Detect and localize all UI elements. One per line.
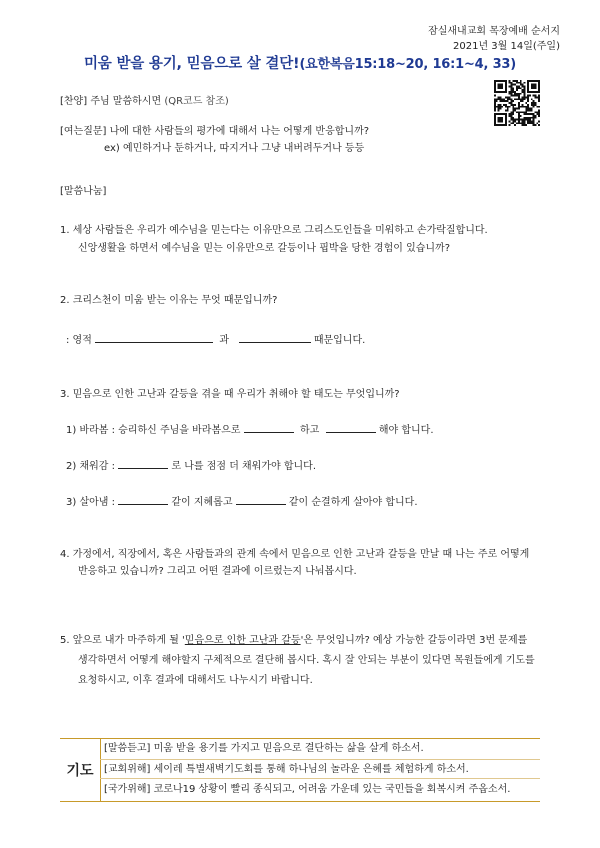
question-4-line2: 반응하고 있습니까? 그리고 어떤 결과에 이르렀는지 나눠봅시다. bbox=[78, 566, 357, 577]
title-main: 미움 받을 용기, 믿음으로 살 결단! bbox=[83, 56, 300, 72]
prayer-label: 기도 bbox=[60, 739, 101, 801]
question-2-answer bbox=[66, 331, 365, 349]
q3-answer-2 bbox=[66, 457, 316, 475]
page-title bbox=[0, 52, 600, 73]
q3-a1-blank-1[interactable] bbox=[244, 421, 294, 433]
qr-code-icon[interactable] bbox=[494, 80, 540, 126]
q5-suffix: '은 무엇입니까? 예상 가능한 갈등이라면 3번 문제를 bbox=[300, 635, 528, 646]
header-date: 2021년 3월 14일(주일) bbox=[453, 41, 560, 52]
q3-a2-blank[interactable] bbox=[118, 457, 168, 469]
q3-a2-prefix: 2) 채워감 : bbox=[66, 461, 115, 472]
q3-a1-suffix: 해야 합니다. bbox=[378, 425, 434, 436]
q3-a3-prefix: 3) 살아냄 : bbox=[66, 497, 115, 508]
header-org: 잠실새내교회 목장예배 순서지 bbox=[428, 26, 560, 37]
praise-tag: [찬양] bbox=[60, 96, 88, 107]
q5-prefix: 5. 앞으로 내가 마주하게 될 ' bbox=[60, 635, 185, 646]
q3-a1-mid: 하고 bbox=[299, 425, 320, 436]
sharing-tag: [말씀나눔] bbox=[60, 186, 107, 197]
question-5-line2: 생각하면서 어떻게 해야할지 구체적으로 결단해 봅시다. 혹시 잘 안되는 부분이 있다면 목원들에게 기도를 bbox=[78, 655, 535, 666]
q3-a1-prefix: 1) 바라봄 : 승리하신 주님을 바라봄으로 bbox=[66, 425, 241, 436]
question-5-line3: 요청하시고, 이후 결과에 대해서도 나누시기 바랍니다. bbox=[78, 675, 313, 686]
opening-text: 나에 대한 사람들의 평가에 대해서 나는 어떻게 반응합니까? bbox=[109, 126, 370, 137]
praise-line bbox=[60, 94, 229, 109]
q2-suffix: 때문입니다. bbox=[313, 335, 366, 346]
q3-a2-suffix: 로 나를 점점 더 채워가야 합니다. bbox=[171, 461, 317, 472]
q2-mid: 과 bbox=[219, 335, 230, 346]
question-3: 3. 믿음으로 인한 고난과 갈등을 겪을 때 우리가 취해야 할 태도는 무엇입니까? bbox=[60, 389, 400, 400]
question-4-line1: 4. 가정에서, 직장에서, 혹은 사람들과의 관계 속에서 믿음으로 인한 고난과 갈등을 만날 때 나는 주로 어떻게 bbox=[60, 549, 530, 560]
prayer-item-church: [교회위해] 세이레 특별새벽기도회를 통해 하나님의 놀라운 은혜를 체험하게 하소서. bbox=[100, 759, 540, 779]
q2-blank-2[interactable] bbox=[239, 331, 311, 343]
q3-a1-blank-2[interactable] bbox=[326, 421, 376, 433]
q5-underlined: 믿음으로 인한 고난과 갈등 bbox=[184, 635, 301, 646]
q3-a3-mid: 같이 지혜롭고 bbox=[171, 497, 233, 508]
opening-question bbox=[60, 124, 369, 139]
q2-blank-1[interactable] bbox=[95, 331, 213, 343]
question-2: 2. 크리스천이 미움 받는 이유는 무엇 때문입니까? bbox=[60, 295, 278, 306]
opening-example: ex) 예민하거나 둔하거나, 따지거나 그냥 내버려두거나 등등 bbox=[104, 143, 365, 154]
question-1-line2: 신앙생활을 하면서 예수님을 믿는 이유만으로 갈등이나 핍박을 당한 경험이 있습니까? bbox=[78, 243, 451, 254]
q3-a3-blank-1[interactable] bbox=[118, 493, 168, 505]
prayer-item-nation: [국가위해] 코로나19 상황이 빨리 종식되고, 어려움 가운데 있는 국민들을 회복시켜 주옵소서. bbox=[104, 784, 511, 795]
q3-a3-blank-2[interactable] bbox=[236, 493, 286, 505]
praise-song: 주님 말씀하시면 bbox=[90, 96, 162, 107]
q3-answer-1 bbox=[66, 421, 434, 439]
prayer-box bbox=[60, 738, 540, 802]
prayer-item-word: [말씀듣고] 미움 받을 용기를 가지고 믿음으로 결단하는 삶을 살게 하소서. bbox=[104, 743, 424, 754]
praise-note: (QR코드 참조) bbox=[164, 96, 229, 107]
question-1-line1: 1. 세상 사람들은 우리가 예수님을 믿는다는 이유만으로 그리스도인들을 미워하고 손가락질합니다. bbox=[60, 225, 488, 236]
opening-tag: [여는질문] bbox=[60, 126, 107, 137]
title-reference: (요한복음15:18~20, 16:1~4, 33) bbox=[299, 57, 517, 72]
q3-a3-suffix: 같이 순결하게 살아야 합니다. bbox=[288, 497, 418, 508]
q2-prefix: : 영적 bbox=[66, 335, 92, 346]
q3-answer-3 bbox=[66, 493, 418, 511]
question-5-line1 bbox=[60, 632, 527, 649]
